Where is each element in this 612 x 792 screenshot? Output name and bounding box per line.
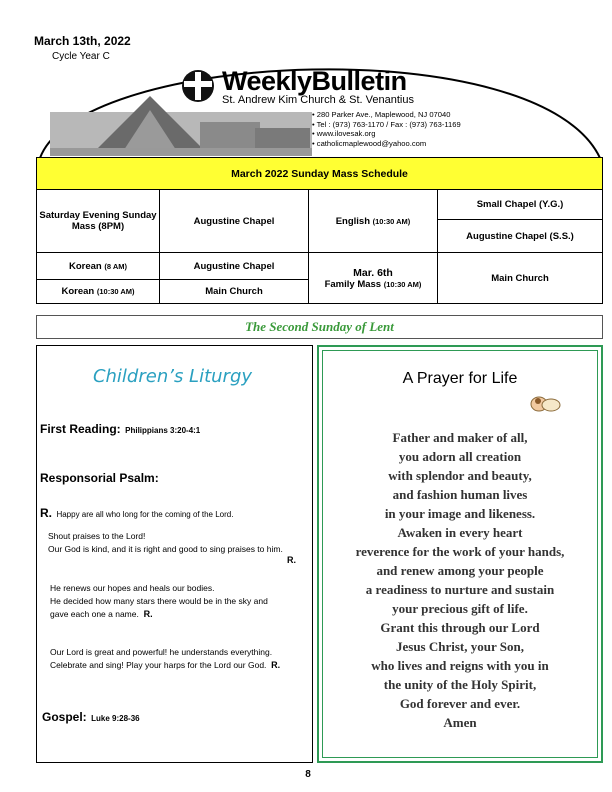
page-number: 8 bbox=[305, 769, 311, 780]
bulletin-subtitle: St. Andrew Kim Church & St. Venantius bbox=[222, 94, 414, 106]
psalm-response: R. Happy are all who long for the coming of the Lord. bbox=[40, 506, 234, 520]
baby-clipart-icon bbox=[529, 392, 561, 416]
schedule-title: March 2022 Sunday Mass Schedule bbox=[37, 158, 603, 190]
first-reading: First Reading: Philippians 3:20-4:1 bbox=[40, 422, 201, 436]
cycle-year: Cycle Year C bbox=[52, 51, 110, 62]
mass-schedule-table bbox=[36, 157, 603, 304]
small-chapel-cell: Small Chapel (Y.G.) bbox=[438, 190, 603, 220]
main-church-cell: Main Church bbox=[438, 253, 603, 304]
response-1: R. bbox=[287, 555, 296, 565]
phone-fax: • Tel : (973) 763-1170 / Fax : (973) 763-1169 bbox=[312, 119, 461, 129]
email: • catholicmaplewood@yahoo.com bbox=[312, 138, 427, 148]
augustine-chapel-2-cell: Augustine Chapel bbox=[160, 253, 309, 280]
family-mass-cell: Mar. 6th Family Mass (10:30 AM) bbox=[309, 253, 438, 304]
prayer-text: Father and maker of all, you adorn all creation with splendor and beauty, and fashion human lives in your image and likeness. Awaken in every heart reverence for the work of your hands, and renew among your people a readiness to nurture and sustain your precious gift of life. Grant this through our Lord Jesus Christ, your Son, who lives and reigns with you in the unity of the Holy Spirit, God forever and ever. Amen bbox=[355, 430, 565, 730]
gospel: Gospel: Luke 9:28-36 bbox=[42, 710, 140, 724]
address: • 280 Parker Ave., Maplewood, NJ 07040 bbox=[312, 110, 451, 119]
verse-1: Shout praises to the Lord! Our God is kind, and it is right and good to sing praises to him. bbox=[48, 531, 283, 554]
childrens-liturgy-title: Children’s Liturgy bbox=[92, 366, 253, 387]
bulletin-logo-icon bbox=[180, 68, 220, 104]
korean-1030-cell: Korean (10:30 AM) bbox=[37, 280, 160, 304]
english-mass-cell: English (10:30 AM) bbox=[309, 190, 438, 253]
bulletin-title: WeeklyBulletin bbox=[222, 66, 407, 96]
psalm-label: Responsorial Psalm: bbox=[40, 471, 159, 485]
bulletin-date: March 13th, 2022 bbox=[34, 34, 131, 48]
sunday-title: The Second Sunday of Lent bbox=[36, 315, 603, 339]
augustine-chapel-cell: Augustine Chapel bbox=[160, 190, 309, 253]
verse-2: He renews our hopes and heals our bodies. He decided how many stars there would be in the sky and gave each one a name. R. bbox=[50, 583, 268, 619]
saturday-mass: Saturday Evening Sunday Mass (8PM) bbox=[37, 190, 160, 253]
augustine-chapel-ss-cell: Augustine Chapel (S.S.) bbox=[438, 220, 603, 253]
prayer-title: A Prayer for Life bbox=[402, 370, 518, 387]
contact-info bbox=[312, 110, 582, 150]
verse-3: Our Lord is great and powerful! he understands everything. Celebrate and sing! Play your harps for the Lord our God. R. bbox=[50, 647, 281, 670]
website: • www.ilovesak.org bbox=[312, 129, 376, 138]
main-church-2-cell: Main Church bbox=[160, 280, 309, 304]
korean-8am-cell: Korean (8 AM) bbox=[37, 253, 160, 280]
